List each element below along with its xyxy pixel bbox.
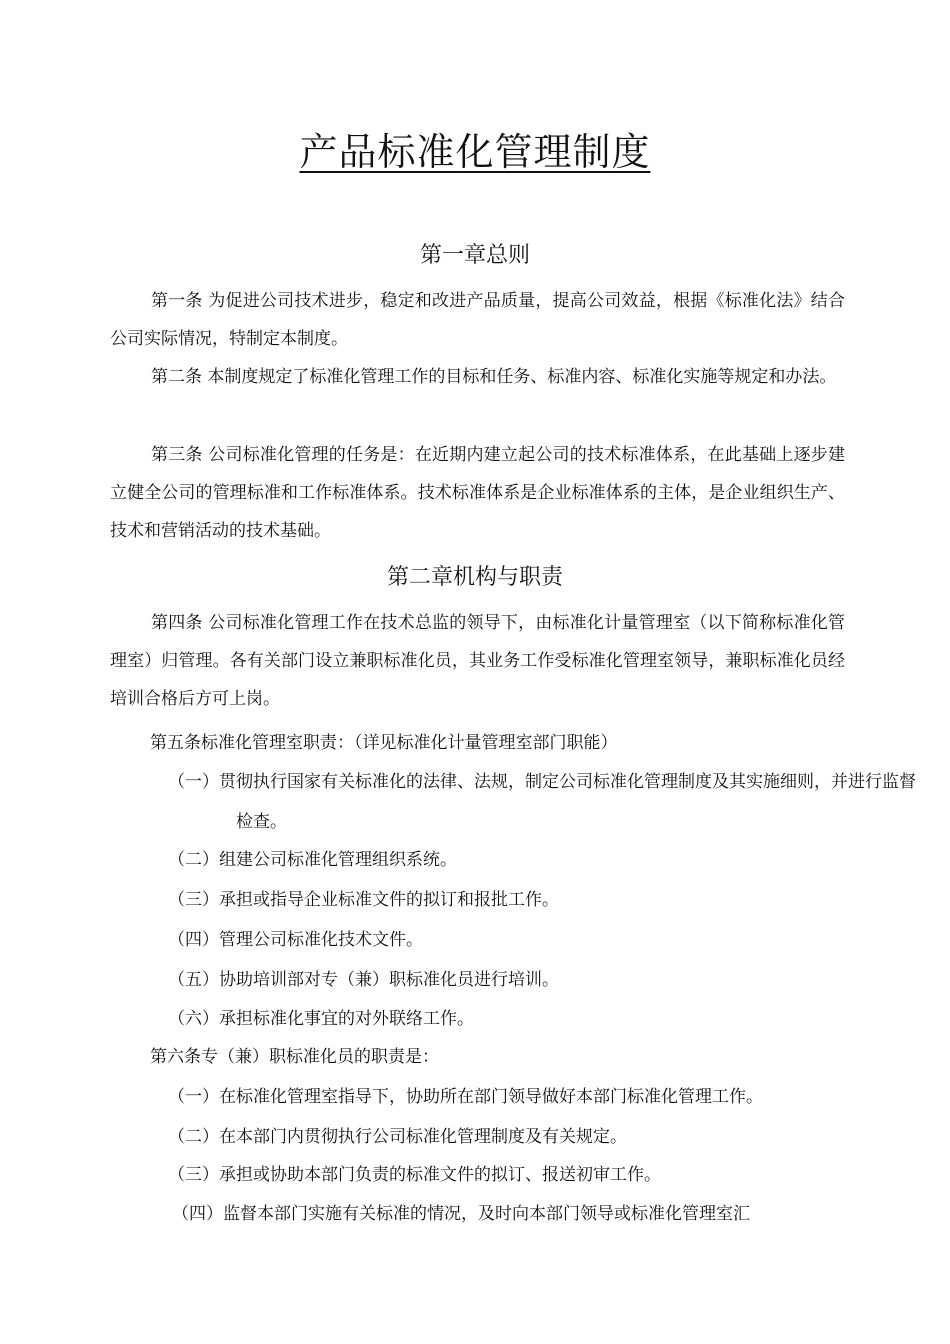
chapter-1-heading: 第一章总则 bbox=[419, 243, 530, 268]
article-1: 第一条 为促进公司技术进步，稳定和改进产品质量，提高公司效益，根据《标准化法》结合公司实际情况，特制定本制度。 bbox=[110, 291, 845, 349]
article-3: 第三条 公司标准化管理的任务是：在近期内建立起公司的技术标准体系，在此基础上逐步建立健全公司的管理标准和工作标准体系。技术标准体系是企业标准体系的主体，是企业组织生产、技术和营销活动的技术基础。 bbox=[110, 445, 845, 541]
article-6-heading: 第六条专（兼）职标准化员的职责是： bbox=[150, 1047, 439, 1067]
article-5-heading: 第五条标准化管理室职责：（详见标准化计量管理室部门职能） bbox=[150, 733, 618, 753]
chapter-2-heading: 第二章机构与职责 bbox=[386, 565, 563, 590]
article-2: 第二条 本制度规定了标准化管理工作的目标和任务、标准内容、标准化实施等规定和办法。 bbox=[151, 367, 837, 387]
article-5-item-6: （六）承担标准化事宜的对外联络工作。 bbox=[168, 1009, 474, 1029]
article-6-item-1: （一）在标准化管理室指导下，协助所在部门领导做好本部门标准化管理工作。 bbox=[168, 1087, 763, 1107]
article-5-item-1: （一）贯彻执行国家有关标准化的法律、法规，制定公司标准化管理制度及其实施细则，并进行监督检查。 bbox=[168, 772, 916, 832]
article-4: 第四条 公司标准化管理工作在技术总监的领导下，由标准化计量管理室（以下简称标准化管理室）归管理。各有关部门设立兼职标准化员，其业务工作受标准化管理室领导，兼职标准化员经培训合格后方可上岗。 bbox=[110, 613, 845, 709]
article-6-item-4: （四）监督本部门实施有关标准的情况，及时向本部门领导或标准化管理室汇 bbox=[172, 1204, 750, 1224]
article-6-item-2: （二）在本部门内贯彻执行公司标准化管理制度及有关规定。 bbox=[168, 1127, 627, 1147]
article-5-item-5: （五）协助培训部对专（兼）职标准化员进行培训。 bbox=[168, 970, 559, 990]
document-title: 产品标准化管理制度 bbox=[299, 130, 651, 174]
article-5-item-2: （二）组建公司标准化管理组织系统。 bbox=[168, 850, 457, 870]
article-6-item-3: （三）承担或协助本部门负责的标准文件的拟订、报送初审工作。 bbox=[168, 1165, 661, 1185]
article-5-item-3: （三）承担或指导企业标准文件的拟订和报批工作。 bbox=[168, 890, 559, 910]
article-5-item-4: （四）管理公司标准化技术文件。 bbox=[168, 930, 423, 950]
